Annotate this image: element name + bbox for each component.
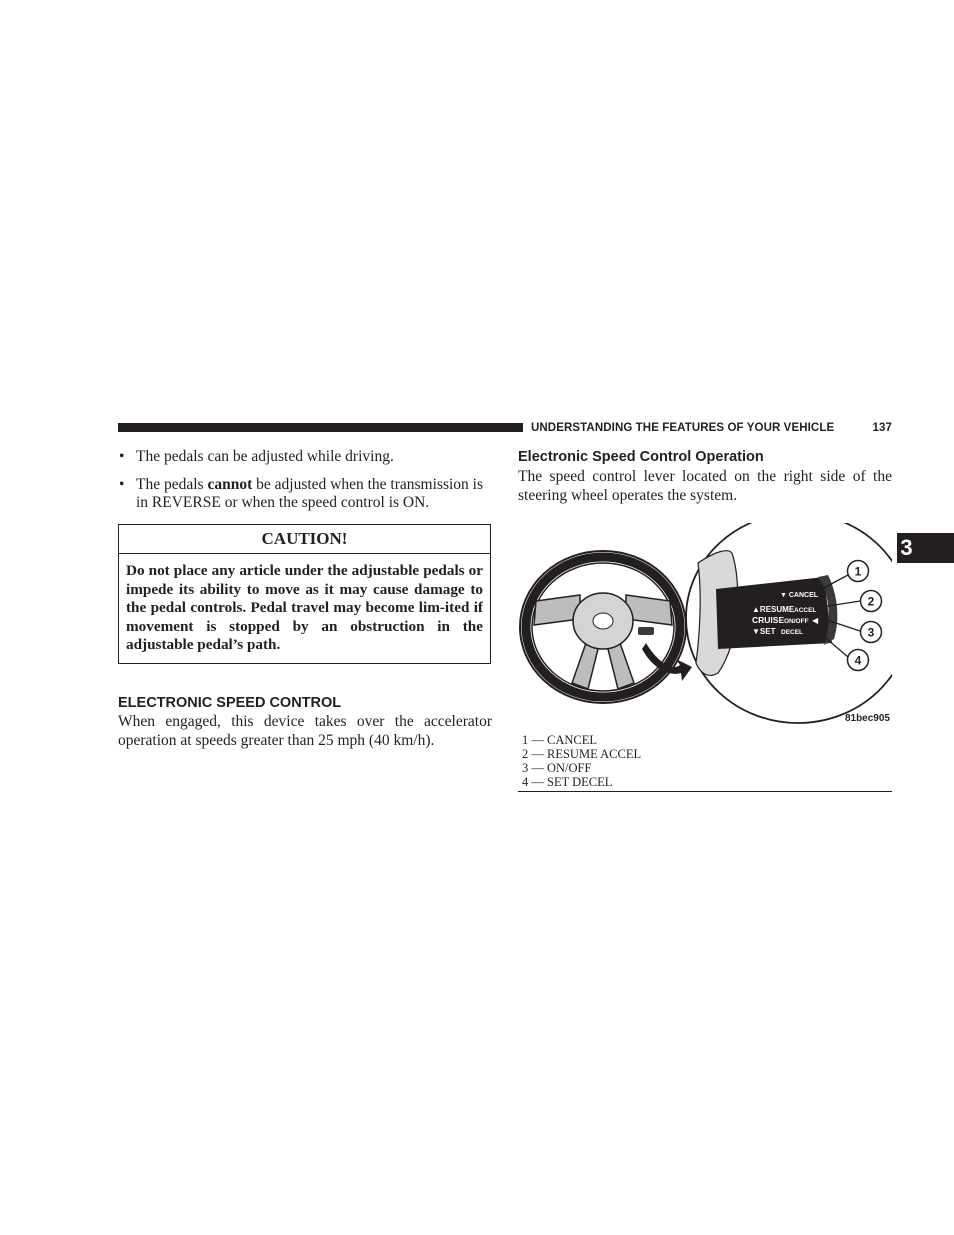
header-rule: [118, 423, 523, 432]
lever-label-cancel: ▼ CANCEL: [780, 592, 819, 599]
illustration-svg: [518, 523, 892, 728]
svg-text:4: 4: [854, 653, 862, 668]
callout-2: [861, 591, 882, 612]
page-number: 137: [872, 422, 892, 434]
subsection-paragraph: The speed control lever located on the right side of the steering wheel operates the system.: [518, 468, 892, 504]
svg-text:1: 1: [854, 564, 862, 579]
section-title: UNDERSTANDING THE FEATURES OF YOUR VEHICLE: [531, 422, 835, 434]
left-column: [118, 448, 492, 750]
callout-3: [861, 622, 882, 643]
bullet-item: [118, 476, 492, 512]
bullet-dot: •: [119, 476, 125, 493]
bullet-dot: •: [119, 448, 125, 465]
bullet-text: be adjusted when the transmission is in REVERSE or when the speed control is ON.: [136, 476, 483, 511]
callout-4: [848, 650, 869, 671]
section-paragraph: When engaged, this device takes over the accelerator operation at speeds greater than 25 mph (40 km/h).: [118, 712, 492, 749]
lever-label-onoff: ON/OFF: [784, 618, 809, 625]
lever-arrow-icon: ◀: [812, 616, 819, 625]
subsection-heading: Electronic Speed Control Operation: [518, 449, 764, 465]
bullet-emphasis: cannot: [207, 476, 253, 493]
svg-text:2: 2: [867, 594, 875, 609]
caution-box: [118, 524, 491, 664]
steering-wheel-illustration: [518, 523, 892, 728]
bullet-text: The pedals can be adjusted while driving.: [136, 448, 394, 465]
caution-text: Do not place any article under the adjustable pedals or impede its ability to move as it may cause damage to the pedal controls. Pedal travel may become lim-ited if movement is stopped by an obstruction in the adjustable pedal’s path.: [126, 562, 483, 654]
legend-item: 4 — SET DECEL: [522, 775, 613, 789]
running-header: [531, 420, 892, 436]
svg-text:3: 3: [867, 625, 875, 640]
bullet-text: The pedals: [136, 476, 208, 493]
lever-label-decel: DECEL: [781, 629, 804, 636]
steering-wheel: [520, 551, 686, 703]
bullet-item: [118, 448, 492, 466]
caution-title: CAUTION!: [119, 525, 490, 554]
lever-label-resume: ▲RESUME: [752, 605, 795, 614]
figure-legend: [518, 733, 892, 792]
lever-label-accel: ACCEL: [794, 607, 817, 614]
figure-id: 81bec905: [844, 713, 890, 724]
lever-label-cruise: CRUISE: [752, 615, 785, 625]
legend-item: 2 — RESUME ACCEL: [522, 747, 642, 761]
legend-item: 1 — CANCEL: [522, 733, 597, 747]
section-heading: ELECTRONIC SPEED CONTROL: [118, 694, 342, 711]
callout-1: [848, 561, 869, 582]
right-column: [518, 448, 892, 505]
legend-item: 3 — ON/OFF: [522, 761, 592, 775]
chapter-tab: 3: [897, 533, 954, 563]
lever-label-set: ▼SET: [752, 627, 776, 636]
